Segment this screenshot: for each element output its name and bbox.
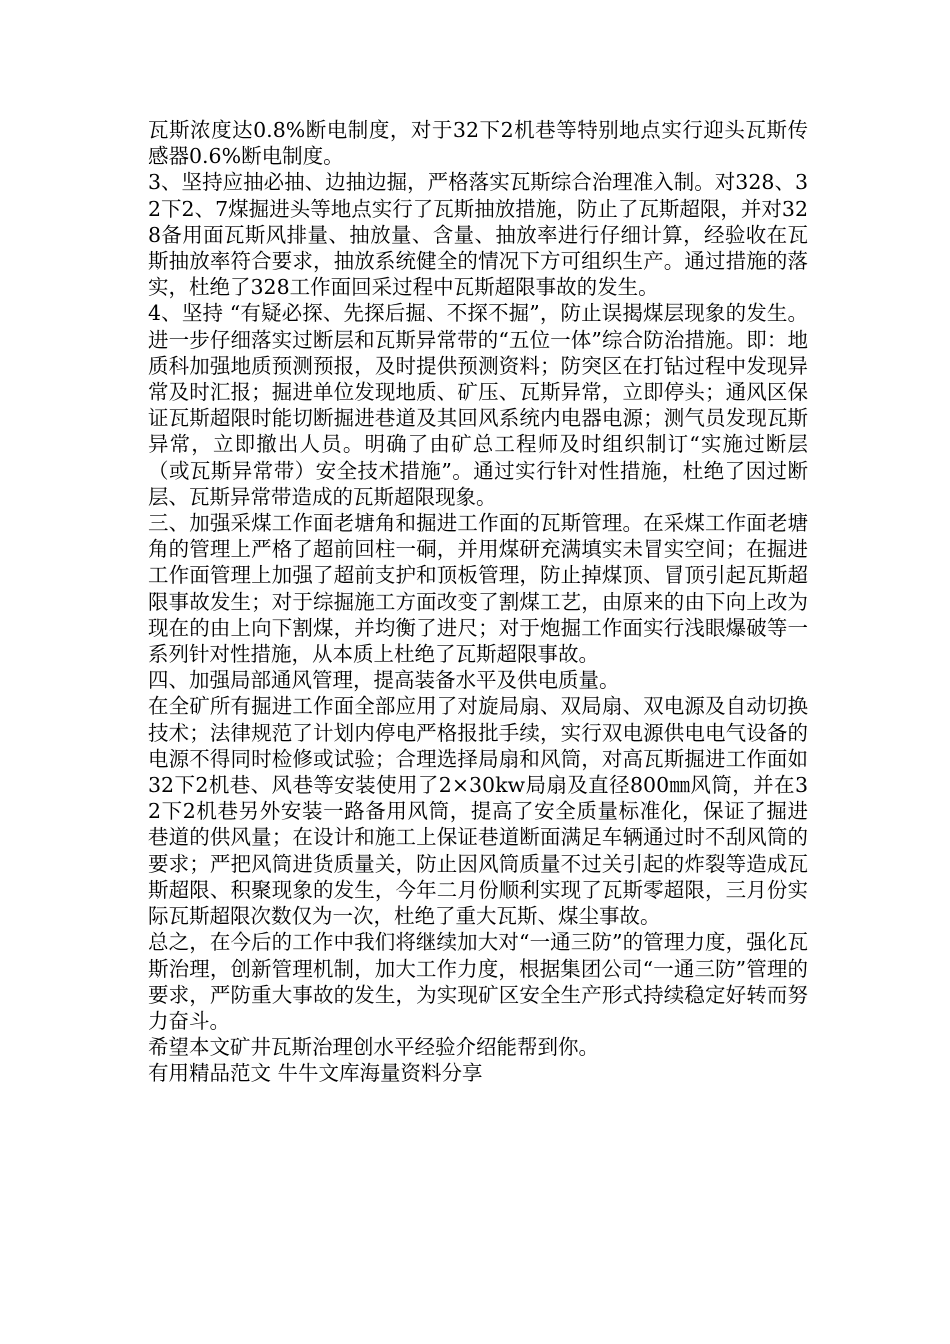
paragraph-2: 3、坚持应抽必抽、边抽边掘，严格落实瓦斯综合治理准入制。对328、32下2、7煤掘进头等地点实行了瓦斯抽放措施，防止了瓦斯超限，并对328备用面瓦斯风排量、抽放量、含量、抽放率进行仔细计算，经验收在瓦斯抽放率符合要求，抽放系统健全的情况下方可组织生产。通过措施的落实，杜绝了328工作面回采过程中瓦斯超限事故的发生。: [148, 170, 808, 300]
paragraph-3: 4、坚持 “有疑必探、先探后掘、不探不掘”，防止误揭煤层现象的发生。进一步仔细落实过断层和瓦斯异常带的“五位一体”综合防治措施。即：地质科加强地质预测预报，及时提供预测资料；防突区在打钻过程中发现异常及时汇报；掘进单位发现地质、矿压、瓦斯异常，立即停头；通风区保证瓦斯超限时能切断掘进巷道及其回风系统内电器电源；测气员发现瓦斯异常，立即撤出人员。明确了由矿总工程师及时组织制订“实施过断层（或瓦斯异常带）安全技术措施”。通过实行针对性措施，杜绝了因过断层、瓦斯异常带造成的瓦斯超限现象。: [148, 301, 808, 509]
paragraph-4: 三、加强采煤工作面老塘角和掘进工作面的瓦斯管理。在采煤工作面老塘角的管理上严格了超前回柱一硐，并用煤研充满填实未冒实空间；在掘进工作面管理上加强了超前支护和顶板管理，防止掉煤顶、冒顶引起瓦斯超限事故发生；对于综掘施工方面改变了割煤工艺，由原来的由下向上改为现在的由上向下割煤，并均衡了进尺；对于炮掘工作面实行浅眼爆破等一系列针对性措施，从本质上杜绝了瓦斯超限事故。: [148, 511, 808, 667]
section-heading-4: 四、加强局部通风管理，提高装备水平及供电质量。: [148, 668, 620, 693]
paragraph-conclusion: 总之，在今后的工作中我们将继续加大对“一通三防”的管理力度，强化瓦斯治理，创新管理机制，加大工作力度，根据集团公司“一通三防”管理的要求，严防重大事故的发生，为实现矿区安全生产形式持续稳定好转而努力奋斗。: [148, 930, 808, 1033]
paragraph-1: 瓦斯浓度达0.8%断电制度，对于32下2机巷等特别地点实行迎头瓦斯传感器0.6%断电制度。: [148, 118, 808, 169]
document-body: [148, 117, 808, 1087]
footer-note: 有用精品范文 牛牛文库海量资料分享: [148, 1061, 483, 1086]
paragraph-6: 在全矿所有掘进工作面全部应用了对旋局扇、双局扇、双电源及自动切换技术；法律规范了计划内停电严格报批手续，实行双电源供电电气设备的电源不得同时检修或试验；合理选择局扇和风筒，对高瓦斯掘进工作面如32下2机巷、风巷等安装使用了2×30kw局扇及直径800㎜风筒，并在32下2机巷另外安装一路备用风筒，提高了安全质量标准化，保证了掘进巷道的供风量；在设计和施工上保证巷道断面满足车辆通过时不刮风筒的要求；严把风筒进货质量关，防止因风筒质量不过关引起的炸裂等造成瓦斯超限、积聚现象的发生，今年二月份顺利实现了瓦斯零超限，三月份实际瓦斯超限次数仅为一次，杜绝了重大瓦斯、煤尘事故。: [148, 694, 808, 929]
closing-note: 希望本文矿井瓦斯治理创水平经验介绍能帮到你。: [148, 1035, 599, 1060]
